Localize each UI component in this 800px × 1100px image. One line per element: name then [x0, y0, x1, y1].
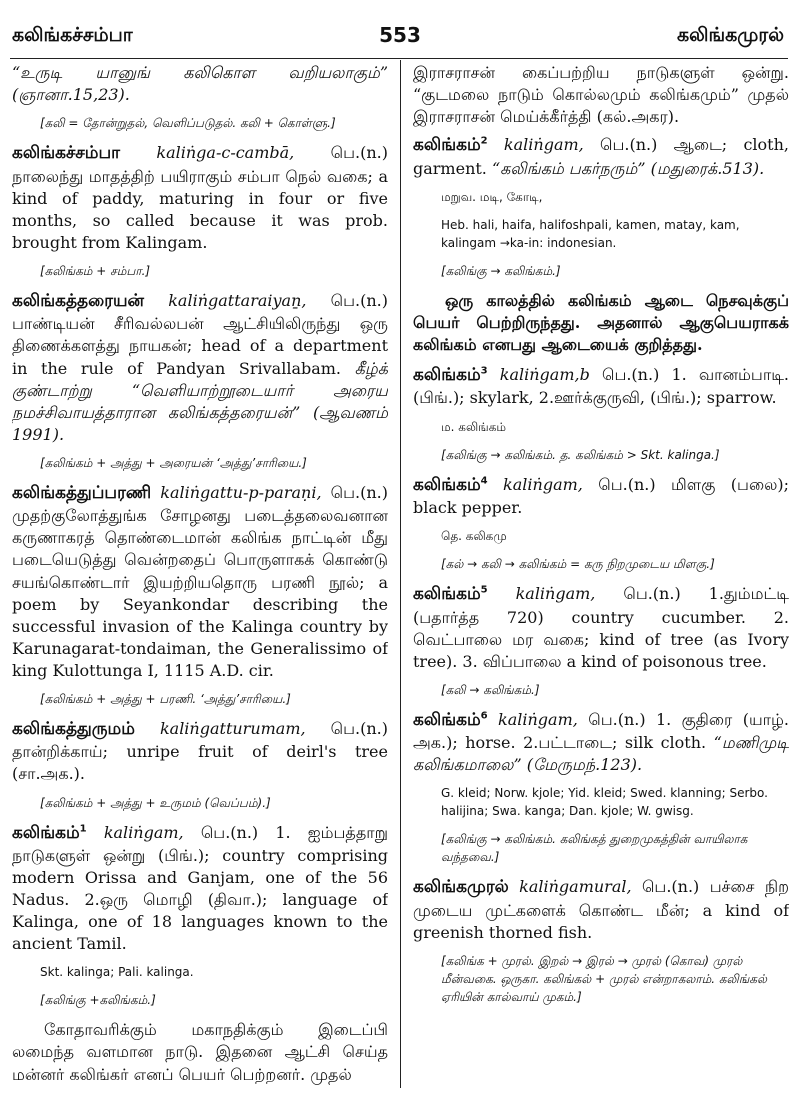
explanatory-paragraph: கோதாவரிக்கும் மகாநதிக்கும் இடைப்பி லமைந்த வளமான நாடு. இதனை ஆட்சி செய்த மன்னர் கலிங்கர் எனப் பெயர் பெற்றனர். முதல்	[12, 1020, 388, 1084]
etymology-note: [கலி = தோன்றுதல், வெளிப்படுதல். கலி + கொள்ளு.]	[40, 116, 336, 131]
transliteration: kaliṅgam,b	[499, 365, 590, 384]
dictionary-entry	[413, 474, 789, 520]
headword: கலிங்கச்சம்பா	[12, 143, 120, 164]
headword: கலிங்கத்துருமம்	[12, 718, 135, 739]
homograph-number: 4	[480, 474, 488, 486]
cognates: தெ. கலிகமு	[441, 529, 507, 544]
definition: பெ.(n.) மிளகு (பலை); black pepper.	[413, 474, 789, 517]
etymology-note: [கலிங்கம் + சம்பா.]	[40, 263, 151, 278]
dictionary-entry	[413, 364, 789, 410]
definition: பெ.(n.) 1.தும்மட்டி (பதார்த்த 720) country cucumber. 2. வெட்பாலை மர வகை; kind of tree (as Ivory tree). 3. விப்பாலை a kind of poisonous tree.	[413, 584, 789, 671]
cognates: Heb. hali, haifa, halifoshpali, kamen, matay, kam, kalingam →ka-in: indonesian.	[441, 217, 740, 250]
dictionary-entry	[413, 709, 789, 777]
cognates: ம. கலிங்கம்	[441, 419, 507, 434]
headword: கலிங்கம்$^5$	[413, 584, 488, 605]
transliteration: kaliṅgamural,	[519, 877, 632, 897]
transliteration: kaliṅgam,	[503, 474, 583, 494]
headword: கலிங்கத்தரையன்	[12, 290, 145, 311]
transliteration: kaliṅgattu-p-paraṇi,	[160, 482, 322, 502]
headword: கலிங்கம்$^6$	[413, 709, 488, 730]
dictionary-entry	[12, 718, 388, 786]
dictionary-entry	[413, 134, 789, 180]
definition: பெ.(n.) பச்சை நிற முடைய முட்களைக் கொண்ட மீன்; a kind of greenish thorned fish.	[413, 877, 789, 942]
transliteration: kaliṅgattaraiyaṉ,	[168, 290, 307, 310]
transliteration: kaliṅgam,	[498, 709, 578, 729]
definition: பெ.(n.) தான்றிக்காய்; unripe fruit of deirl's tree (சா.அக.).	[12, 718, 388, 784]
cognates: G. kleid; Norw. kjole; Yid. kleid; Swed. klanning; Serbo. halijina; Swa. kanga; Dan. kjole; W. gwisg.	[441, 786, 768, 819]
headword: கலிங்கத்துப்பரணி	[12, 482, 152, 503]
running-head-right: கலிங்கமுரல்	[677, 24, 784, 46]
homograph-number: 2	[480, 135, 488, 147]
headword: கலிங்கம்$^3$	[413, 365, 488, 385]
etymology-note: [கலிங்கம் + அத்து + பரணி. ‘அத்து’சாரியை.]	[40, 691, 291, 706]
headword: கலிங்கம்$^4$	[413, 474, 488, 495]
running-head-left: கலிங்கச்சம்பா	[12, 24, 133, 46]
synonyms: மறுவ. மடி, கோடி,	[441, 189, 543, 204]
explanatory-paragraph: ஒரு காலத்தில் கலிங்கம் ஆடை நெசவுக்குப் பெயர் பெற்றிருந்தது. அதனால் ஆகுபெயராகக் கலிங்கம் எனபது ஆடையைக் குறித்தது.	[413, 290, 789, 354]
transliteration: kaliṅgatturumam,	[159, 718, 306, 738]
dictionary-entry	[12, 290, 388, 446]
transliteration: kaliṅga-c-cambā,	[156, 143, 295, 163]
page-number: 553	[379, 23, 421, 47]
etymology-note: [கலிங்கம் + அத்து + அரையன் ‘அத்து’சாரியை.]	[40, 455, 307, 470]
headword: கலிங்கம்$^1$	[12, 822, 87, 843]
continued-paragraph: இராசராசன் கைப்பற்றிய நாடுகளுள் ஒன்று. “குடமலை நாடும் கொல்லமும் கலிங்கமும்” முதல் இராசராசன் மெய்க்கீர்த்தி (கல்.அகர).	[413, 63, 789, 127]
citation: கீழ்க் குண்டாற்று “வெளியாற்றூடையார் அரைய நமச்சிவாயத்தாரான கலிங்கத்தரையன்” (ஆவணம் 1991).	[12, 358, 388, 444]
definition: பெ.(n.) 1. குதிரை (யாழ். அக.); horse. 2.பட்டாடை; silk cloth.	[413, 709, 789, 753]
dictionary-entry	[413, 876, 789, 944]
definition: பெ.(n.) நாலைந்து மாதத்திற் பயிராகும் சம்பா நெல் வகை; a kind of paddy, maturing in four or five months, so called because it was prob. brought from Kalingam.	[12, 143, 388, 252]
etymology-note: [கலிங்கம் + அத்து + உருமம் (வெப்பம்).]	[40, 795, 271, 810]
dictionary-entry	[12, 482, 388, 682]
cognates: Skt. kalinga; Pali. kalinga.	[40, 965, 194, 980]
homograph-number: 6	[480, 710, 488, 722]
column-divider	[400, 60, 401, 1088]
homograph-number: 3	[480, 365, 488, 377]
transliteration: kaliṅgam,	[503, 135, 584, 155]
etymology-note: [கலிங்கு → கலிங்கம். த. கலிங்கம் > Skt. kalinga.]	[441, 447, 720, 462]
transliteration: kaliṅgam,	[103, 822, 184, 842]
definition: பெ.(n.) ஆடை; cloth, garment.	[413, 135, 789, 178]
dictionary-entry	[12, 822, 388, 956]
header-rule	[10, 58, 788, 59]
definition: பெ.(n.) முதற்குலோத்துங்க சோழனது படைத்தலைவனான கருணாகரத் தொண்டைமான் கலிங்க நாட்டின் மீது படையெடுத்து வென்றதைப் பொருளாகக் கொண்டு சயங்கொண்டார் இயற்றியதொரு பரணி நூல்; a poem by Seyankondar describing the successful invasion of the Kalinga country by Karunagarat-tondaiman, the Generalissimo of king Kulottunga I, 1115 A.D. cir.	[12, 482, 388, 680]
citation: “மணிமுடி கலிங்கமாலை” (மேருமந்.123).	[413, 733, 789, 775]
definition: பெ.(n.) 1. ஐம்பத்தாறு நாடுகளுள் ஒன்று (பிங்.); country comprising modern Orissa and Ganjam, one of the 56 Nadus. 2.ஒரு மொழி (திவா.); language of Kalinga, one of 18 languages known to the ancient Tamil.	[12, 822, 388, 954]
definition: பெ.(n.) பாண்டியன் சீரிவல்லபன் ஆட்சியிலிருந்து ஒரு திணைக்களத்து நாயகன்; head of a department in the rule of Pandyan Srivallabam.	[12, 290, 388, 378]
dictionary-entry	[12, 142, 388, 254]
etymology-note: [கலி → கலிங்கம்.]	[441, 682, 540, 697]
etymology-note: [கல் → கலி → கலிங்கம் = கரு நிறமுடைய மிளகு.]	[441, 557, 715, 572]
continued-quote: “உருடி யானுங் கலிகொள வறியலாகும்” (ஞானா.15,23).	[12, 63, 388, 105]
headword: கலிங்கமுரல்	[413, 877, 509, 898]
definition: பெ.(n.) 1. வானம்பாடி. (பிங்.); skylark, 2.ஊர்க்குருவி, (பிங்.); sparrow.	[413, 365, 789, 408]
etymology-note: [கலிங்கு → கலிங்கம். கலிங்கத் துறைமுகத்தின் வாயிலாக வந்தவை.]	[441, 832, 748, 865]
transliteration: kaliṅgam,	[515, 584, 596, 604]
homograph-number: 5	[480, 584, 488, 596]
etymology-note: [கலிங்கு +கலிங்கம்.]	[40, 993, 156, 1008]
homograph-number: 1	[79, 822, 87, 834]
etymology-note: [கலிங்க + முரல். இறல் → இரல் → முரல் (கொவ) முரல் மீன்வகை. ஒருகா. கலிங்கல் + முரல் என்றாகலாம். கலிங்கல் ஏரியின் கால்வாய் முகம்.]	[441, 953, 767, 1004]
etymology-note: [கலிங்கு → கலிங்கம்.]	[441, 263, 561, 278]
left-column	[12, 62, 388, 1092]
citation: “கலிங்கம் பகர்நரும்” (மதுரைக்.513).	[491, 158, 765, 178]
dictionary-entry	[413, 583, 789, 673]
right-column	[413, 62, 789, 1092]
headword: கலிங்கம்$^2$	[413, 135, 488, 156]
